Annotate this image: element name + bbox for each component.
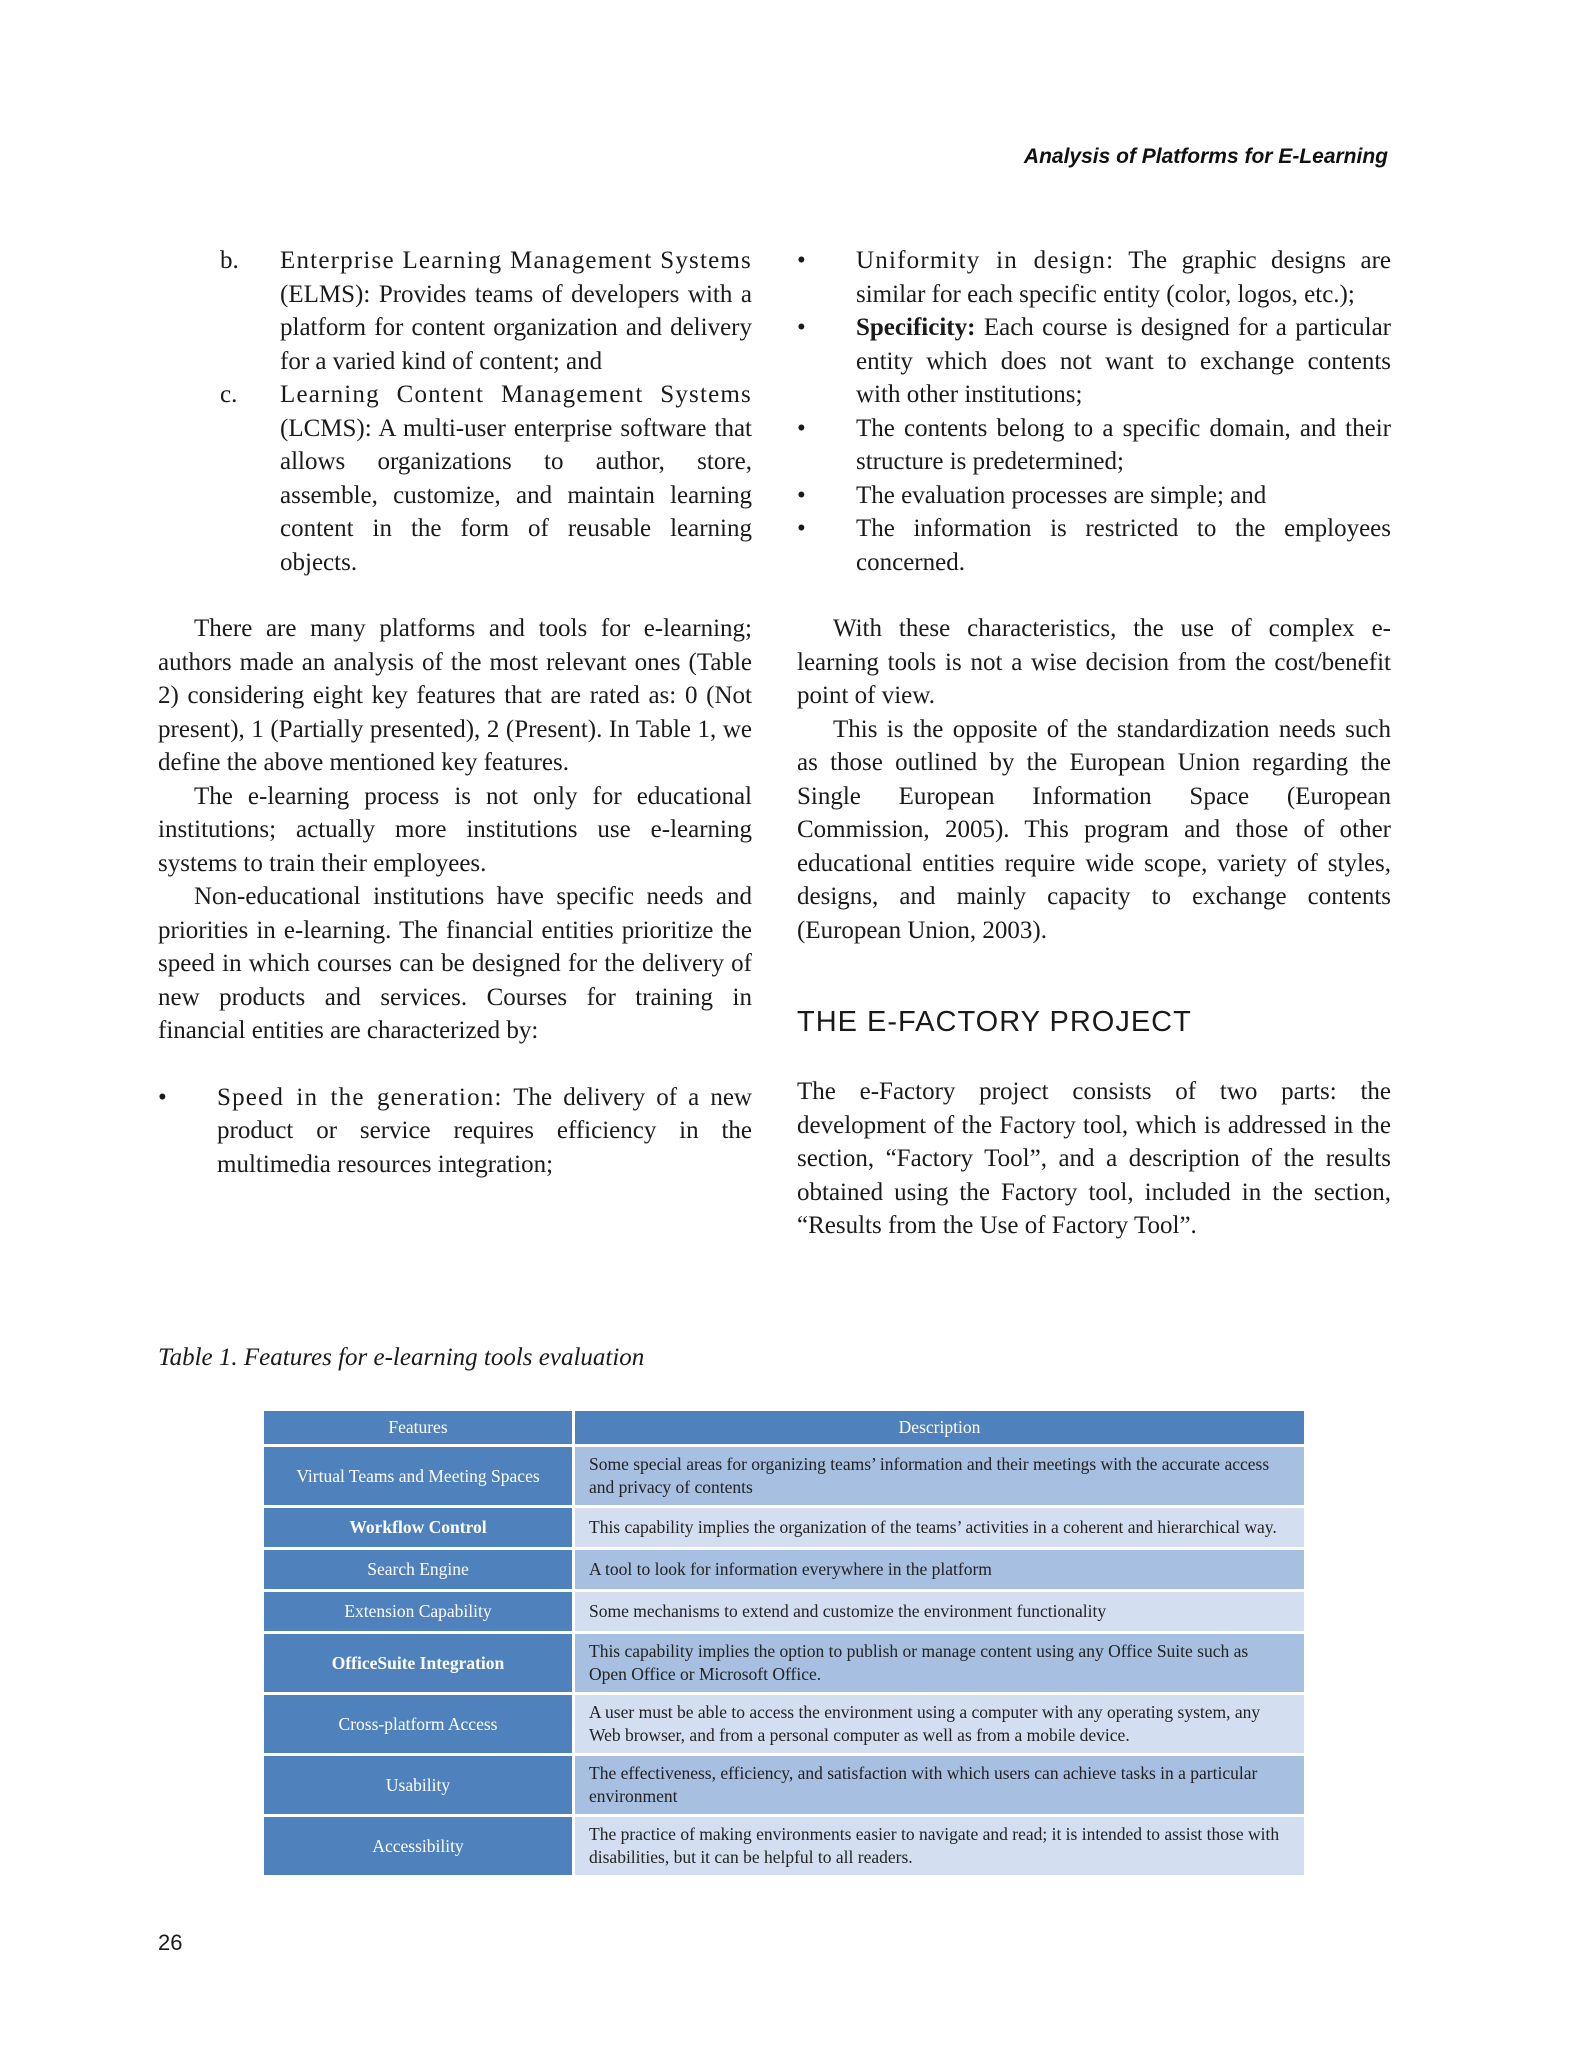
lms-list: [158, 244, 752, 579]
bullet-item: • The contents belong to a specific domain, and their structure is predetermined;: [797, 414, 1391, 475]
table-caption: Table 1. Features for e-learning tools evaluation: [158, 1344, 645, 1371]
feature-cell: Search Engine: [264, 1550, 575, 1589]
feature-cell: Cross-platform Access: [264, 1695, 575, 1753]
list-item: b. Enterprise Learning Management Systems (ELMS): Provides teams of developers with a platform for content organization and delivery for a varied kind of content; and: [220, 247, 752, 375]
left-column: [158, 244, 752, 1181]
bullet-list: [158, 1081, 752, 1182]
table-header-row: [264, 1411, 1304, 1444]
paragraph: The e-learning process is not only for educational institutions; actually more institutions use e-learning systems to train their employees.: [158, 782, 752, 877]
page-number: 26: [158, 1930, 183, 1955]
description-cell: This capability implies the organization of the teams’ activities in a coherent and hierarchical way.: [575, 1508, 1304, 1547]
section-heading: THE E-FACTORY PROJECT: [797, 1006, 1192, 1038]
paragraph: Non-educational institutions have specific needs and priorities in e-learning. The financial entities prioritize the speed in which courses can be designed for the delivery of new products and services. Courses for training in financial entities are characterized by:: [158, 883, 752, 1044]
feature-cell: Workflow Control: [264, 1508, 575, 1547]
feature-cell: Extension Capability: [264, 1592, 575, 1631]
feature-cell: Accessibility: [264, 1817, 575, 1875]
table-row: [264, 1756, 1304, 1814]
description-cell: The practice of making environments easier to navigate and read; it is intended to assist those with disabilities, but it can be helpful to all readers.: [575, 1817, 1304, 1875]
description-cell: A user must be able to access the environment using a computer with any operating system, any Web browser, and from a personal computer as well as from a mobile device.: [575, 1695, 1304, 1753]
feature-cell: Usability: [264, 1756, 575, 1814]
table-row: [264, 1592, 1304, 1631]
table-row: [264, 1817, 1304, 1875]
description-cell: This capability implies the option to publish or manage content using any Office Suite such as Open Office or Microsoft Office.: [575, 1634, 1304, 1692]
bullet-item: • The information is restricted to the employees concerned.: [797, 515, 1391, 576]
features-table: [264, 1408, 1304, 1878]
table-row: [264, 1508, 1304, 1547]
bullet-item: • Uniformity in design: The graphic designs are similar for each specific entity (color, logos, etc.);: [797, 247, 1391, 308]
column-header: Description: [575, 1411, 1304, 1444]
bullet-item: • Specificity: Each course is designed for a particular entity which does not want to exchange contents with other institutions;: [797, 314, 1391, 408]
bullet-item: • The evaluation processes are simple; and: [797, 481, 1267, 509]
paragraph: The e-Factory project consists of two parts: the development of the Factory tool, which is addressed in the section, “Factory Tool”, and a description of the results obtained using the Factory tool, included in the section, “Results from the Use of Factory Tool”.: [797, 1078, 1391, 1239]
bullet-list: [797, 244, 1391, 579]
paragraph: This is the opposite of the standardization needs such as those outlined by the European Union regarding the Single European Information Space (European Commission, 2005). This program and those of other educational entities require wide scope, variety of styles, designs, and mainly capacity to exchange contents (European Union, 2003).: [797, 715, 1391, 944]
column-header: Features: [264, 1411, 575, 1444]
description-cell: Some mechanisms to extend and customize the environment functionality: [575, 1592, 1304, 1631]
table-row: [264, 1447, 1304, 1505]
description-cell: A tool to look for information everywhere in the platform: [575, 1550, 1304, 1589]
description-cell: The effectiveness, efficiency, and satisfaction with which users can achieve tasks in a particular environment: [575, 1756, 1304, 1814]
table-row: [264, 1550, 1304, 1589]
right-column: [797, 244, 1391, 1243]
list-item: c. Learning Content Management Systems (LCMS): A multi-user enterprise software that allows organizations to author, store, assemble, customize, and maintain learning content in the form of reusable learning objects.: [220, 381, 752, 576]
description-cell: Some special areas for organizing teams’ information and their meetings with the accurate access and privacy of contents: [575, 1447, 1304, 1505]
running-header: Analysis of Platforms for E-Learning: [1023, 145, 1388, 168]
paragraph: There are many platforms and tools for e-learning; authors made an analysis of the most relevant ones (Table 2) considering eight key features that are rated as: 0 (Not present), 1 (Partially presented), 2 (Present). In Table 1, we define the above mentioned key features.: [158, 615, 752, 776]
feature-cell: OfficeSuite Integration: [264, 1634, 575, 1692]
table-row: [264, 1695, 1304, 1753]
feature-cell: Virtual Teams and Meeting Spaces: [264, 1447, 575, 1505]
bullet-item: • Speed in the generation: The delivery of a new product or service requires efficiency in the multimedia resources integration;: [158, 1083, 752, 1178]
table-row: [264, 1634, 1304, 1692]
paragraph: With these characteristics, the use of complex e-learning tools is not a wise decision from the cost/benefit point of view.: [797, 615, 1391, 709]
